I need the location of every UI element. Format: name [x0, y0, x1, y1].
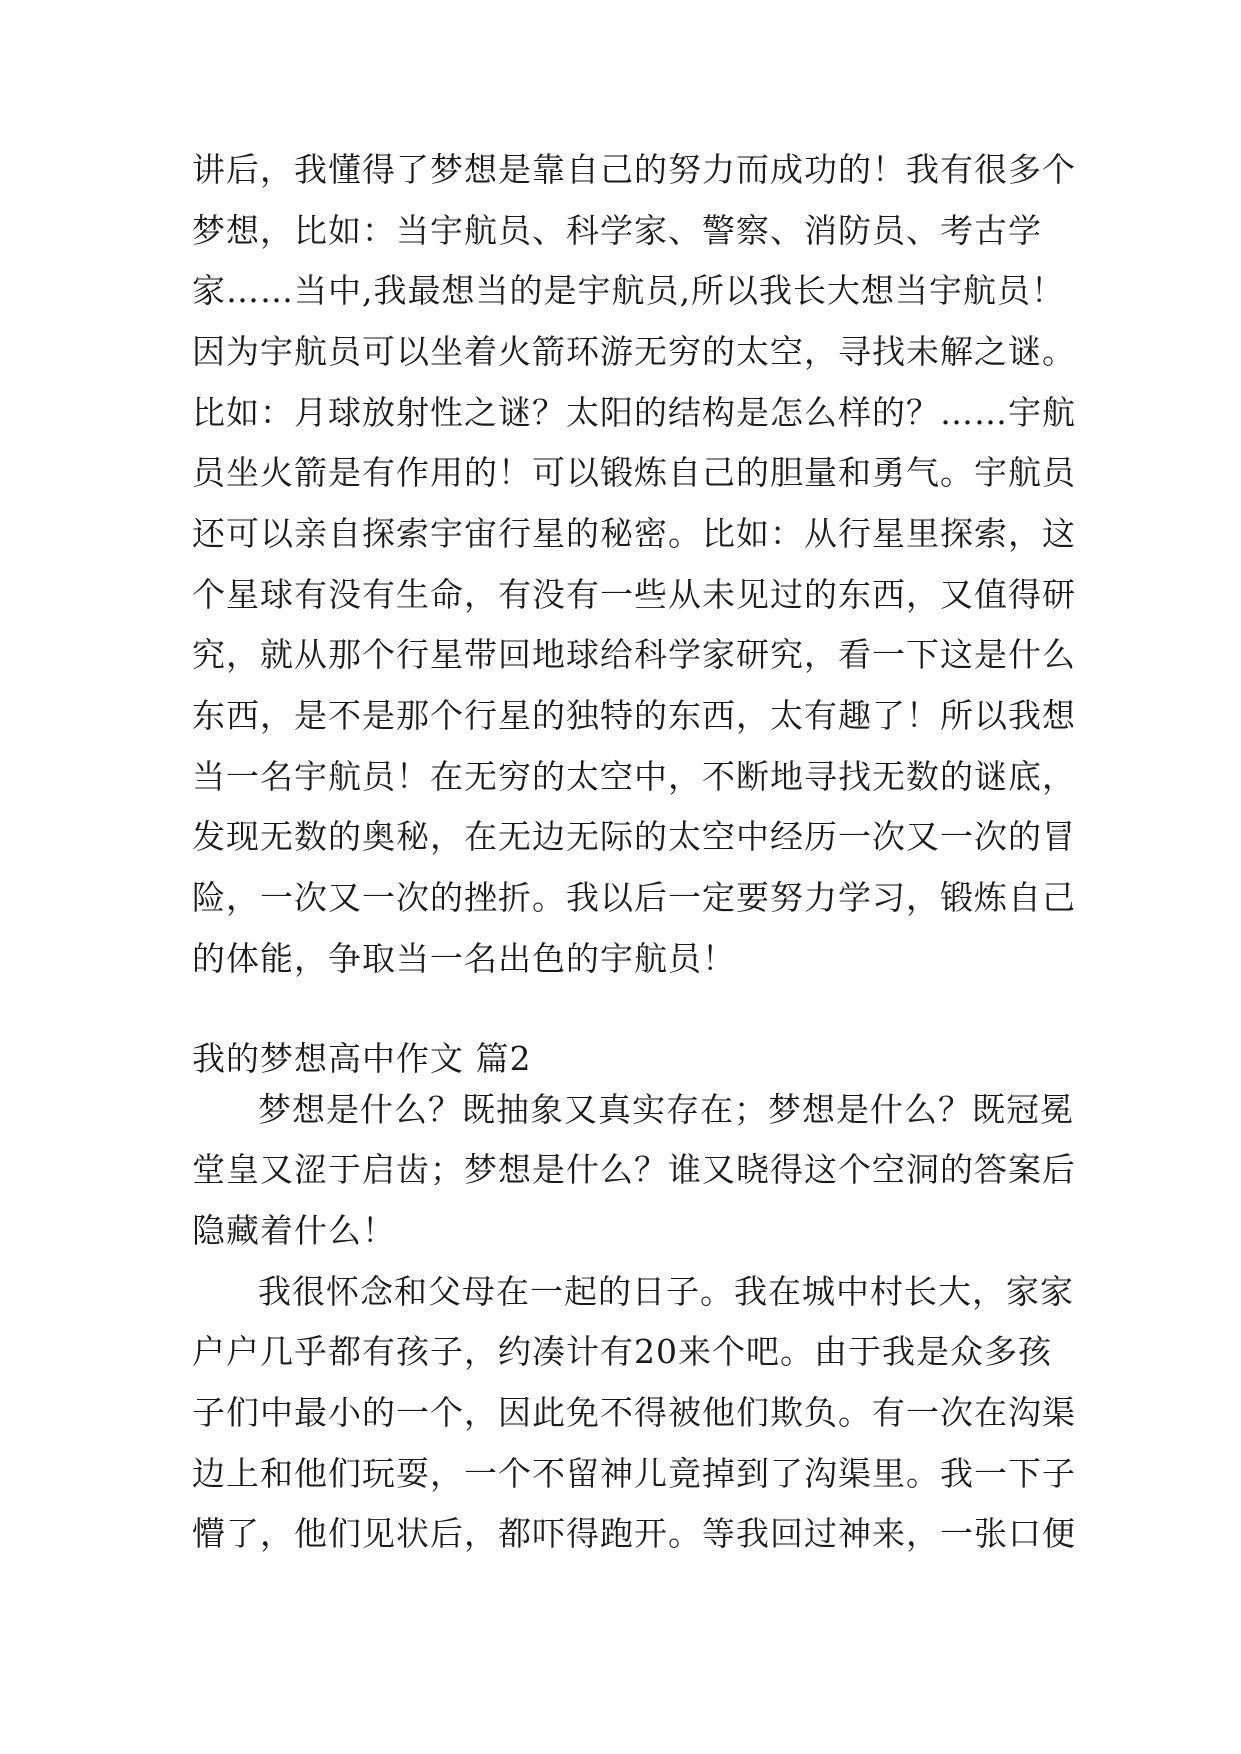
text-line: 还可以亲自探索宇宙行星的秘密。比如：从行星里探索，这: [192, 514, 1076, 553]
text-line: 险，一次又一次的挫折。我以后一定要努力学习，锻炼自己: [192, 878, 1076, 917]
text-line: 家……当中,我最想当的是宇航员,所以我长大想当宇航员！: [192, 271, 1065, 310]
text-line: 堂皇又涩于启齿；梦想是什么？谁又晓得这个空洞的答案后: [192, 1150, 1076, 1189]
text-line: 边上和他们玩耍，一个不留神儿竟掉到了沟渠里。我一下子: [192, 1454, 1076, 1493]
text-line: 梦想是什么？既抽象又真实存在；梦想是什么？既冠冕: [258, 1090, 1074, 1129]
text-line: 究，就从那个行星带回地球给科学家研究，看一下这是什么: [192, 635, 1076, 674]
text-line: 因为宇航员可以坐着火箭环游无穷的太空，寻找未解之谜。: [192, 332, 1076, 371]
text-line: 员坐火箭是有作用的！可以锻炼自己的胆量和勇气。宇航员: [192, 453, 1076, 492]
text-line: 子们中最小的一个，因此免不得被他们欺负。有一次在沟渠: [192, 1393, 1076, 1432]
text-line: 发现无数的奥秘，在无边无际的太空中经历一次又一次的冒: [192, 817, 1076, 856]
text-line: 懵了，他们见状后，都吓得跑开。等我回过神来，一张口便: [192, 1514, 1076, 1553]
text-line: 东西，是不是那个行星的独特的东西，太有趣了！所以我想: [192, 696, 1076, 735]
text-line: 我很怀念和父母在一起的日子。我在城中村长大，家家: [258, 1272, 1074, 1311]
section-heading: 我的梦想高中作文 篇2: [192, 1039, 532, 1078]
text-line: 个星球有没有生命，有没有一些从未见过的东西，又值得研: [192, 575, 1076, 614]
text-line: 户户几乎都有孩子，约凑计有20来个吧。由于我是众多孩: [192, 1332, 1052, 1371]
text-line: 比如：月球放射性之谜？太阳的结构是怎么样的？……宇航: [192, 393, 1076, 432]
text-line: 隐藏着什么！: [192, 1211, 396, 1250]
text-line: 讲后，我懂得了梦想是靠自己的努力而成功的！我有很多个: [192, 150, 1076, 189]
text-line: 的体能，争取当一名出色的宇航员！: [192, 939, 736, 978]
text-line: 当一名宇航员！在无穷的太空中，不断地寻找无数的谜底，: [192, 757, 1076, 796]
text-line: 梦想，比如：当宇航员、科学家、警察、消防员、考古学: [192, 211, 1042, 250]
